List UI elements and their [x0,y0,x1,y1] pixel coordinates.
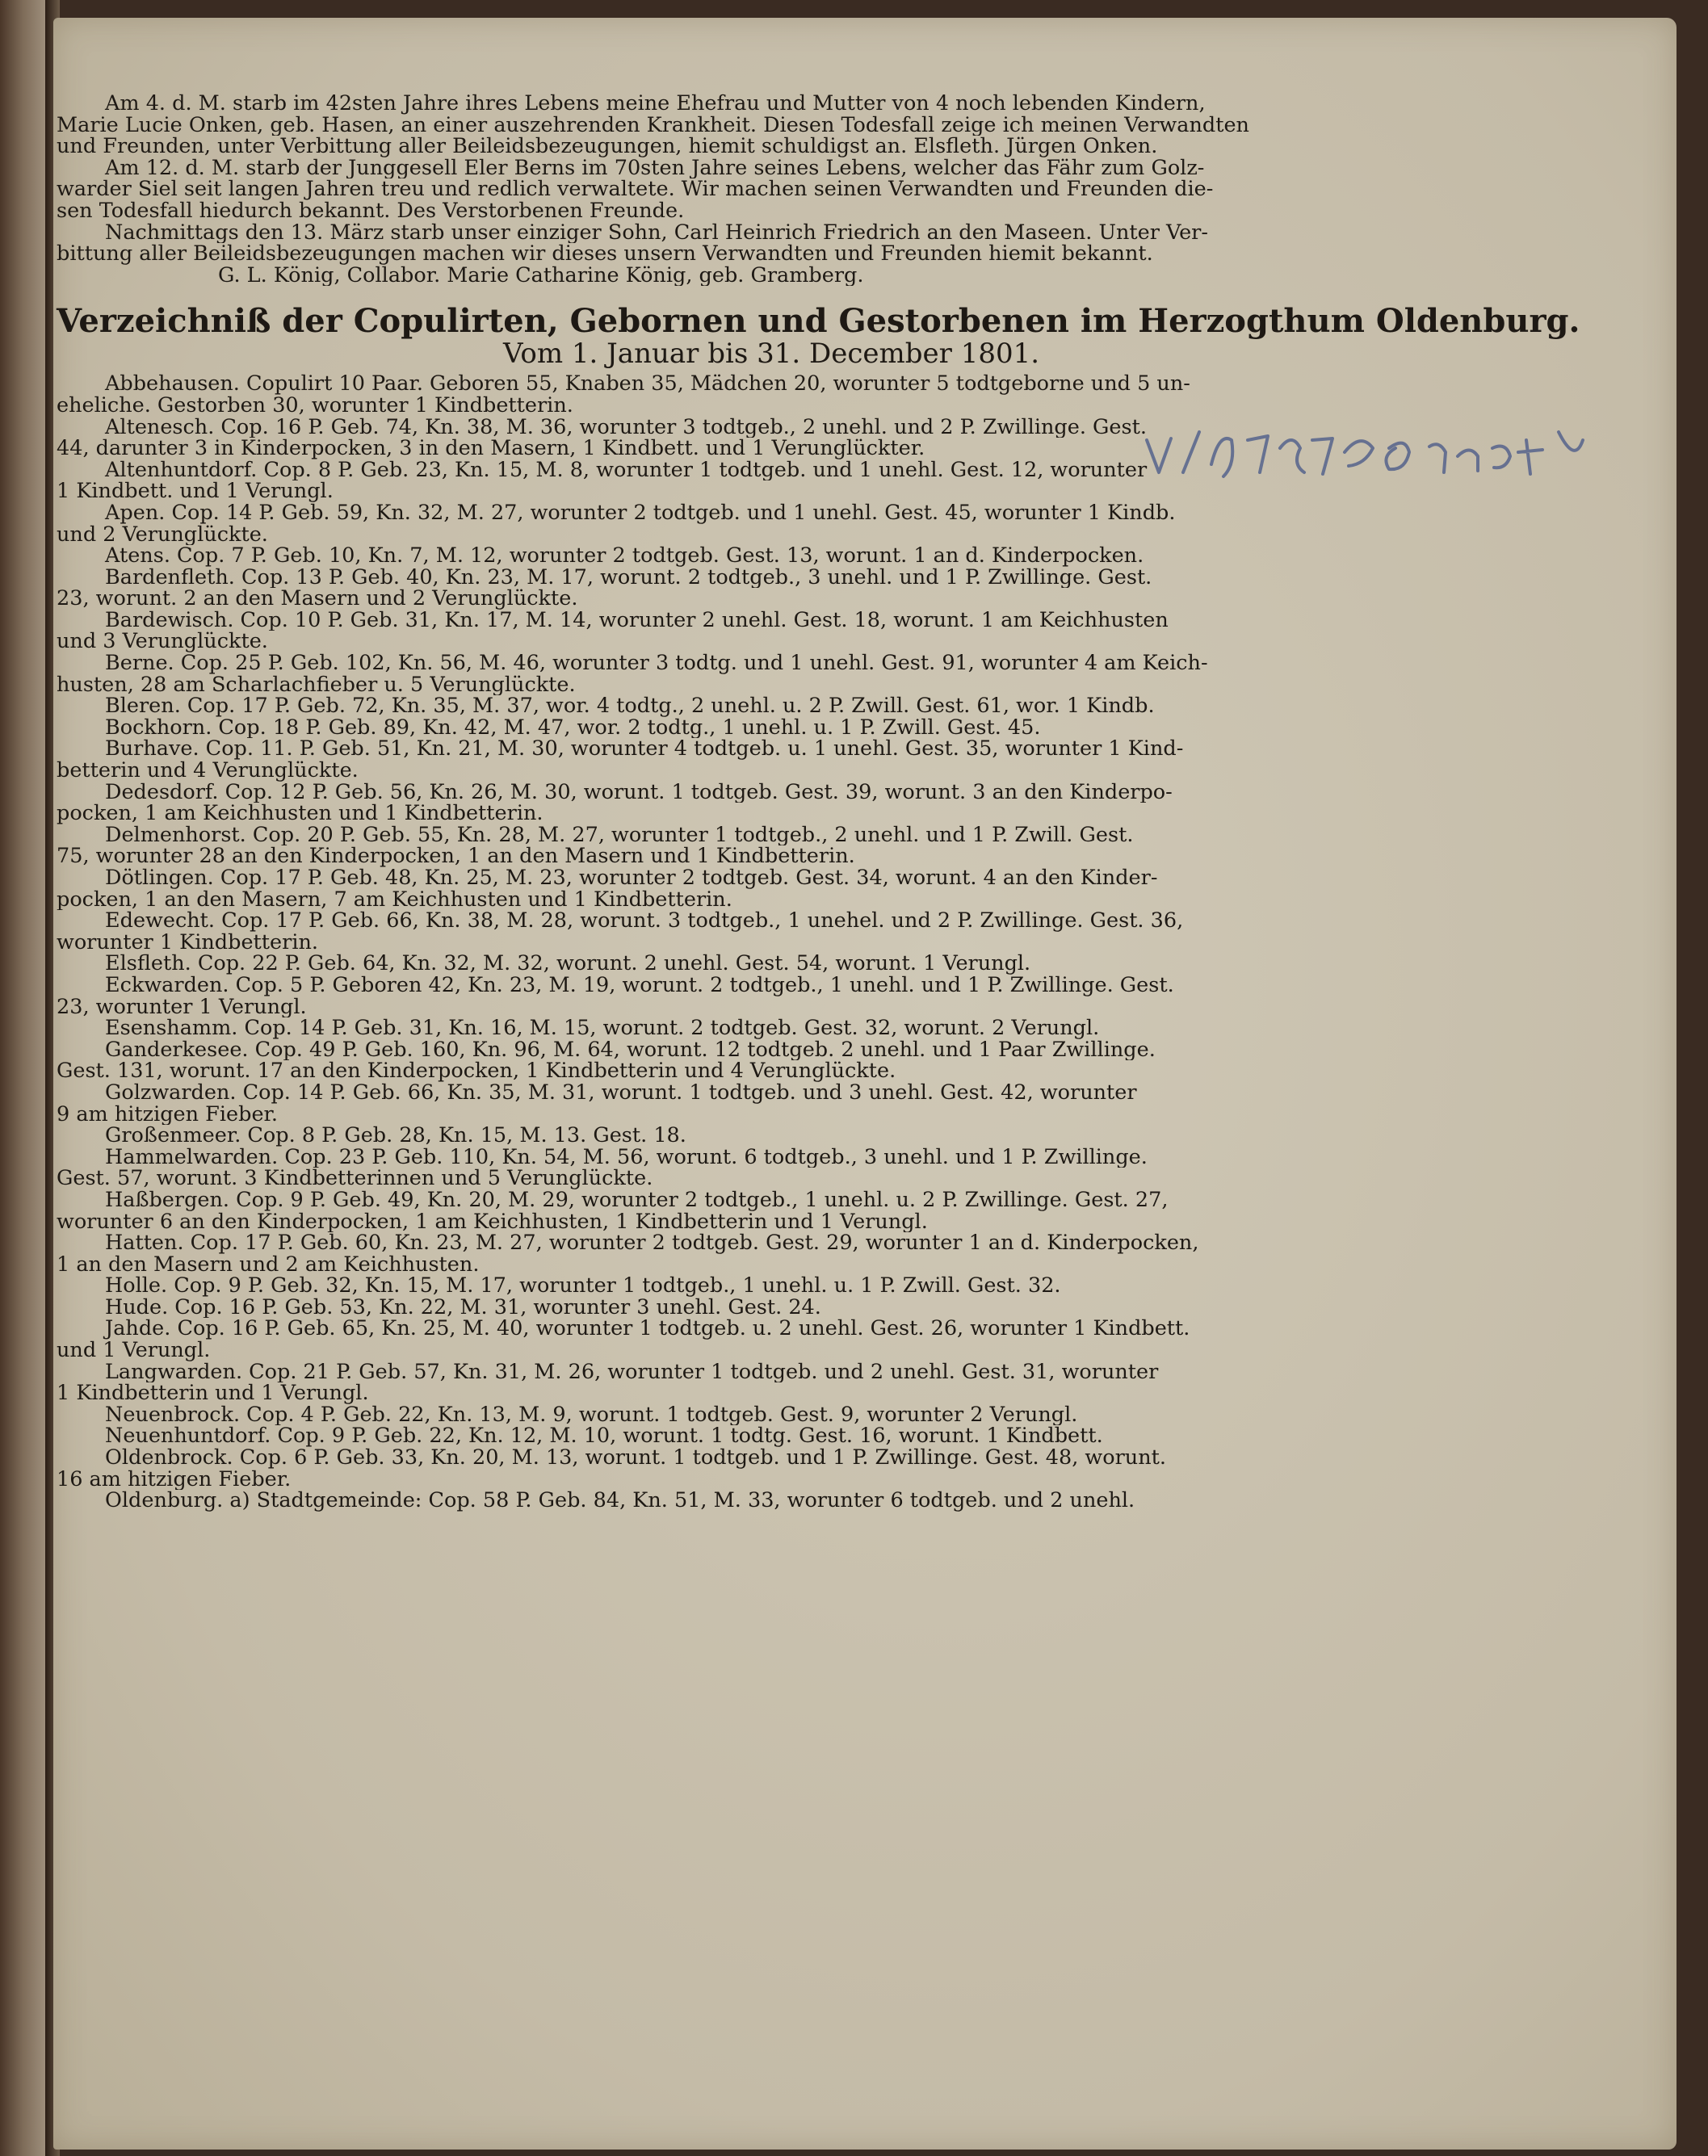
left-page-edge [0,0,50,2156]
register-line: Gest. 131, worunt. 17 an den Kinderpocken, 1 Kindbetterin und 4 Verunglückte. [57,1060,896,1082]
register-line: 16 am hitzigen Fieber. [57,1468,292,1491]
register-line: Hatten. Cop. 17 P. Geb. 60, Kn. 23, M. 27, worunter 2 todtgeb. Gest. 29, worunter 1 an d. Kinderpocken, [105,1232,1199,1254]
register-line: Gest. 57, worunt. 3 Kindbetterinnen und 5 Verunglückte. [57,1168,653,1189]
register-line: husten, 28 am Scharlachfieber u. 5 Verunglückte. [57,673,576,696]
register-heading: Verzeichniß der Copulirten, Gebornen und Gestorbenen im Herzogthum Oldenburg. [57,302,1580,341]
page-content [57,93,1580,1512]
register-line: Bockhorn. Cop. 18 P. Geb. 89, Kn. 42, M. 47, wor. 2 todtg., 1 unehl. u. 1 P. Zwill. Gest. 45. [105,716,1041,739]
register-line: Haßbergen. Cop. 9 P. Geb. 49, Kn. 20, M. 29, worunter 2 todtgeb., 1 unehl. u. 2 P. Zwillinge. Gest. 27, [105,1189,1169,1211]
register-line: Dötlingen. Cop. 17 P. Geb. 48, Kn. 25, M. 23, worunter 2 todtgeb. Gest. 34, worunt. 4 an den Kinder- [105,867,1158,889]
register-line: 44, darunter 3 in Kinderpocken, 3 in den Masern, 1 Kindbett. und 1 Verunglückter. [57,438,925,459]
handwritten-annotation [1139,416,1591,489]
announcement-line: Am 12. d. M. starb der Junggesell Eler Berns im 70sten Jahre seines Lebens, welcher das Fähr zum Golz- [105,157,1205,179]
announcement-line: warder Siel seit langen Jahren treu und redlich verwaltete. Wir machen seinen Verwandten und Freunden die- [57,178,1214,200]
announcement-line: Nachmittags den 13. März starb unser einziger Sohn, Carl Heinrich Friedrich an den Maseen. Unter Ver- [105,221,1208,244]
register-line: Altenesch. Cop. 16 P. Geb. 74, Kn. 38, M. 36, worunter 3 todtgeb., 2 unehl. und 2 P. Zwillinge. Gest. [105,416,1147,438]
announcement-line: und Freunden, unter Verbittung aller Beileidsbezeugungen, hiemit schuldigst an. Elsfleth. Jürgen Onken. [57,136,1158,157]
register-line: Langwarden. Cop. 21 P. Geb. 57, Kn. 31, M. 26, worunter 1 todtgeb. und 2 unehl. Gest. 31, worunter [105,1361,1159,1383]
register-line: Bardenfleth. Cop. 13 P. Geb. 40, Kn. 23, M. 17, worunt. 2 todtgeb., 3 unehl. und 1 P. Zwillinge. Gest. [105,566,1152,589]
announcement-signature: G. L. König, Collabor. Marie Catharine König, geb. Gramberg. [218,264,864,287]
register-line: 23, worunter 1 Verungl. [57,996,307,1018]
register-line: Holle. Cop. 9 P. Geb. 32, Kn. 15, M. 17, worunter 1 todtgeb., 1 unehl. u. 1 P. Zwill. Gest. 32. [105,1275,1061,1297]
register-line: Hammelwarden. Cop. 23 P. Geb. 110, Kn. 54, M. 56, worunt. 6 todtgeb., 3 unehl. und 1 P. Zwillinge. [105,1146,1148,1168]
register-line: betterin und 4 Verunglückte. [57,760,359,782]
register-line: Eckwarden. Cop. 5 P. Geboren 42, Kn. 23, M. 19, worunt. 2 todtgeb., 1 unehl. und 1 P. Zwillinge. Gest. [105,974,1174,996]
register-line: und 1 Verungl. [57,1340,211,1361]
register-line: pocken, 1 am Keichhusten und 1 Kindbetterin. [57,803,543,824]
register-line: Neuenbrock. Cop. 4 P. Geb. 22, Kn. 13, M. 9, worunt. 1 todtgeb. Gest. 9, worunter 2 Verungl. [105,1403,1078,1426]
register-line: Bleren. Cop. 17 P. Geb. 72, Kn. 35, M. 37, wor. 4 todtg., 2 unehl. u. 2 P. Zwill. Gest. 61, wor. 1 Kindb. [105,695,1155,717]
register-line: Neuenhuntdorf. Cop. 9 P. Geb. 22, Kn. 12, M. 10, worunt. 1 todtg. Gest. 16, worunt. 1 Kindbett. [105,1425,1103,1448]
handwritten-annotation-drawing [1139,416,1591,489]
register-line: 75, worunter 28 an den Kinderpocken, 1 an den Masern und 1 Kindbetterin. [57,845,855,867]
announcement-line: sen Todesfall hiedurch bekannt. Des Verstorbenen Freunde. [57,199,685,222]
register-subheading: Vom 1. Januar bis 31. December 1801. [502,338,1040,371]
register-line: Oldenburg. a) Stadtgemeinde: Cop. 58 P. Geb. 84, Kn. 51, M. 33, worunter 6 todtgeb. und 2 unehl. [105,1490,1135,1512]
register-line: 1 an den Masern und 2 am Keichhusten. [57,1253,480,1276]
register-section [57,373,1486,1511]
announcement-line: Am 4. d. M. starb im 42sten Jahre ihres Lebens meine Ehefrau und Mutter von 4 noch lebenden Kindern, [105,93,1206,115]
register-line: Dedesdorf. Cop. 12 P. Geb. 56, Kn. 26, M. 30, worunt. 1 todtgeb. Gest. 39, worunt. 3 an den Kinderpo- [105,781,1173,803]
register-line: Ganderkesee. Cop. 49 P. Geb. 160, Kn. 96, M. 64, worunt. 12 todtgeb. 2 unehl. und 1 Paar Zwillinge. [105,1038,1156,1061]
register-line: worunter 6 an den Kinderpocken, 1 am Keichhusten, 1 Kindbetterin und 1 Verungl. [57,1210,928,1233]
register-line: pocken, 1 an den Masern, 7 am Keichhusten und 1 Kindbetterin. [57,888,732,911]
announcement-line: bittung aller Beileidsbezeugungen machen wir dieses unsern Verwandten und Freunden hiemit bekannt. [57,243,1153,265]
register-line: Atens. Cop. 7 P. Geb. 10, Kn. 7, M. 12, worunter 2 todtgeb. Gest. 13, worunt. 1 an d. Kinderpocken. [105,545,1144,567]
announcement-line: Marie Lucie Onken, geb. Hasen, an einer auszehrenden Krankheit. Diesen Todesfall zeige ich meinen Verwandten [57,114,1249,136]
register-line: 23, worunt. 2 an den Masern und 2 Verunglückte. [57,588,578,610]
register-line: und 2 Verunglückte. [57,523,268,546]
register-line: Burhave. Cop. 11. P. Geb. 51, Kn. 21, M. 30, worunter 4 todtgeb. u. 1 unehl. Gest. 35, worunter 1 Kind- [105,738,1184,761]
register-line: Delmenhorst. Cop. 20 P. Geb. 55, Kn. 28, M. 27, worunter 1 todtgeb., 2 unehl. und 1 P. Zwill. Gest. [105,824,1134,846]
register-line: Edewecht. Cop. 17 P. Geb. 66, Kn. 38, M. 28, worunt. 3 todtgeb., 1 unehel. und 2 P. Zwillinge. Gest. 36, [105,910,1184,932]
register-line: und 3 Verunglückte. [57,631,268,653]
register-line: Elsfleth. Cop. 22 P. Geb. 64, Kn. 32, M. 32, worunt. 2 unehl. Gest. 54, worunt. 1 Verungl. [105,953,1031,975]
register-line: Oldenbrock. Cop. 6 P. Geb. 33, Kn. 20, M. 13, worunt. 1 todtgeb. und 1 P. Zwillinge. Gest. 48, worunt. [105,1447,1166,1469]
register-line: 1 Kindbetterin und 1 Verungl. [57,1382,369,1404]
register-line: 1 Kindbett. und 1 Verungl. [57,480,334,502]
register-line: Altenhuntdorf. Cop. 8 P. Geb. 23, Kn. 15, M. 8, worunter 1 todtgeb. und 1 unehl. Gest. 12, worunter [105,459,1148,481]
register-line: Berne. Cop. 25 P. Geb. 102, Kn. 56, M. 46, worunter 3 todtg. und 1 unehl. Gest. 91, worunter 4 am Keich- [105,652,1208,674]
register-line: Hude. Cop. 16 P. Geb. 53, Kn. 22, M. 31, worunter 3 unehl. Gest. 24. [105,1296,821,1319]
register-line: Apen. Cop. 14 P. Geb. 59, Kn. 32, M. 27, worunter 2 todtgeb. und 1 unehl. Gest. 45, worunter 1 Kindb. [105,501,1176,524]
register-line: eheliche. Gestorben 30, worunter 1 Kindbetterin. [57,394,573,417]
announcements-section [57,93,1486,286]
register-line: Golzwarden. Cop. 14 P. Geb. 66, Kn. 35, M. 31, worunt. 1 todtgeb. und 3 unehl. Gest. 42, worunter [105,1081,1137,1104]
register-line: Abbehausen. Copulirt 10 Paar. Geboren 55, Knaben 35, Mädchen 20, worunter 5 todtgeborne und 5 un- [105,373,1190,395]
register-line: worunter 1 Kindbetterin. [57,931,319,954]
register-line: Großenmeer. Cop. 8 P. Geb. 28, Kn. 15, M. 13. Gest. 18. [105,1125,686,1147]
register-line: 9 am hitzigen Fieber. [57,1103,279,1126]
register-line: Bardewisch. Cop. 10 P. Geb. 31, Kn. 17, M. 14, worunter 2 unehl. Gest. 18, worunt. 1 am Keichhusten [105,609,1169,631]
register-line: Jahde. Cop. 16 P. Geb. 65, Kn. 25, M. 40, worunter 1 todtgeb. u. 2 unehl. Gest. 26, worunter 1 Kindbett. [105,1318,1190,1340]
register-line: Esenshamm. Cop. 14 P. Geb. 31, Kn. 16, M. 15, worunt. 2 todtgeb. Gest. 32, worunt. 2 Verungl. [105,1017,1100,1039]
